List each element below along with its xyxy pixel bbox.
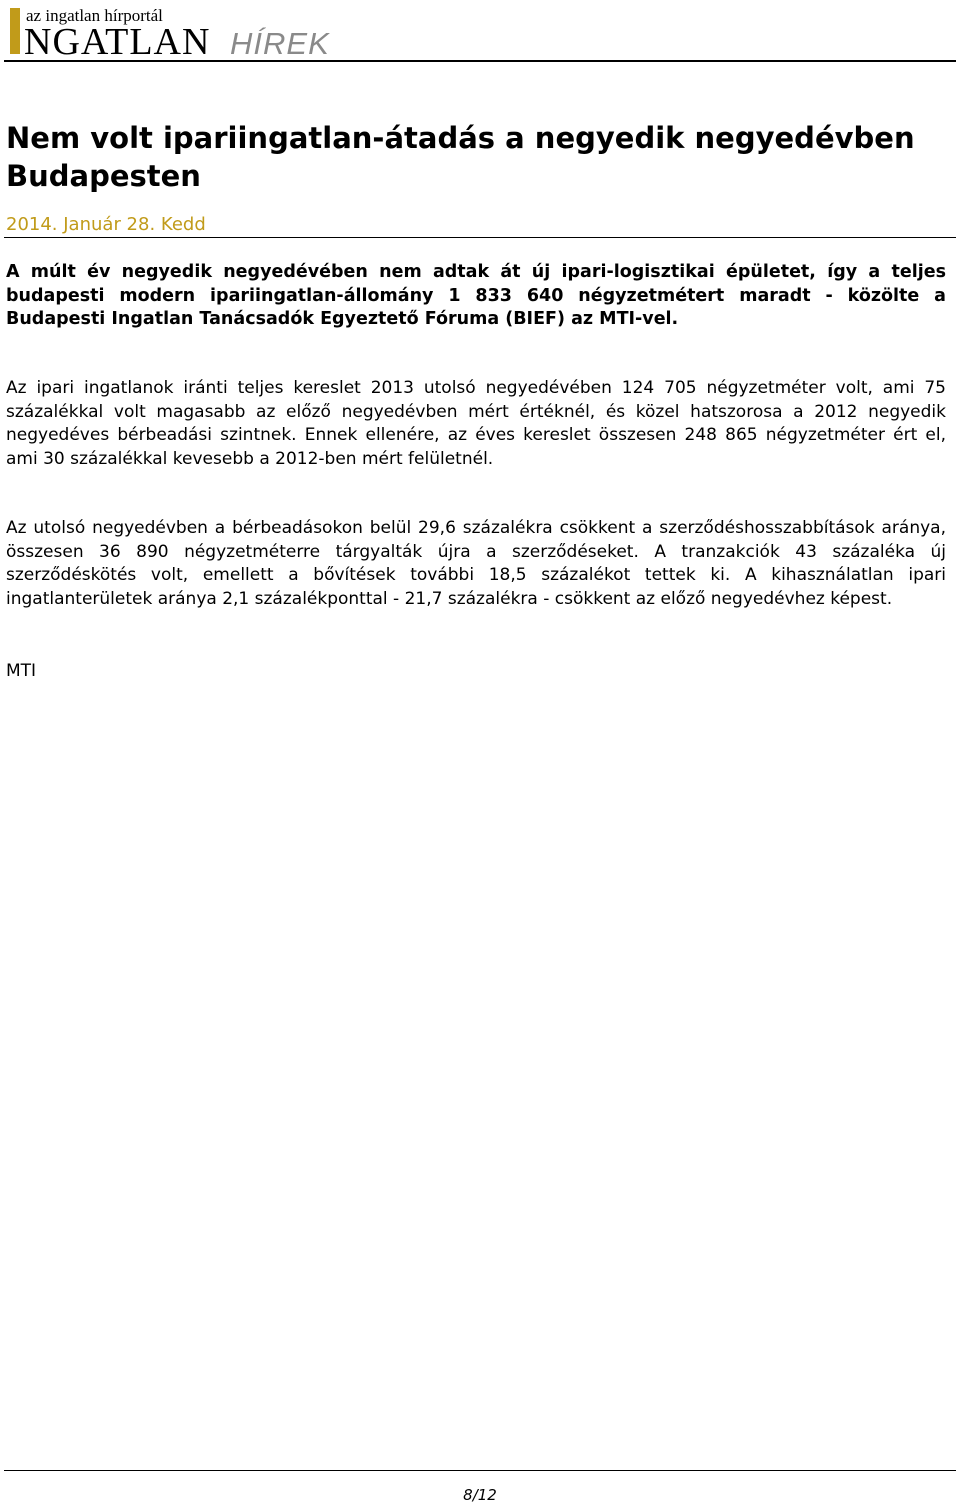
article-lead: A múlt év negyedik negyedévében nem adtak át új ipari-logisztikai épületet, így a teljes budapesti modern ipariingatlan-állomány 1 833 640 négyzetmétert maradt - közölte a Budapesti Ingatlan Tanácsadók Egyeztető Fóruma (BIEF) az MTI-vel.: [6, 262, 946, 330]
date-divider: [4, 237, 956, 238]
header-divider: [4, 60, 956, 62]
logo-tagline: az ingatlan hírportál: [26, 6, 163, 25]
footer-divider: [4, 1470, 956, 1471]
article-paragraph: Az utolsó negyedévben a bérbeadásokon belül 29,6 százalékra csökkent a szerződéshosszabbítások aránya, összesen 36 890 négyzetméterre tárgyalták újra a szerződéseket. A tranzakciók 43 százaléka új szerződéskötés volt, emellett a bővítések további 18,5 százalékot tettek ki. A kihasználatlan ipari ingatlanterületek aránya 2,1 százalékponttal - 21,7 százalékra - csökkent az előző negyedévhez képest.: [6, 518, 946, 609]
site-logo[interactable]: [4, 2, 334, 58]
logo-main-text: NGATLAN: [24, 21, 211, 58]
logo-initial-bar: [10, 8, 20, 54]
article-title: Nem volt ipariingatlan-átadás a negyedik negyedévben Budapesten: [6, 121, 915, 193]
article-source: MTI: [6, 661, 37, 681]
article-date: 2014. Január 28. Kedd: [6, 214, 206, 235]
page-number: 8/12: [463, 1486, 497, 1504]
logo-accent-text: HÍREK: [230, 26, 330, 58]
article-paragraph: Az ipari ingatlanok iránti teljes kereslet 2013 utolsó negyedévében 124 705 négyzetméter volt, ami 75 százalékkal volt magasabb az előző negyedévben mért értéknél, és közel hatszorosa a 2012 negyedik negyedéves bérbeadási szintnek. Ennek ellenére, az éves kereslet összesen 248 865 négyzetméter ért el, ami 30 százalékkal kevesebb a 2012-ben mért felületnél.: [6, 378, 946, 469]
page-header: [0, 0, 960, 62]
